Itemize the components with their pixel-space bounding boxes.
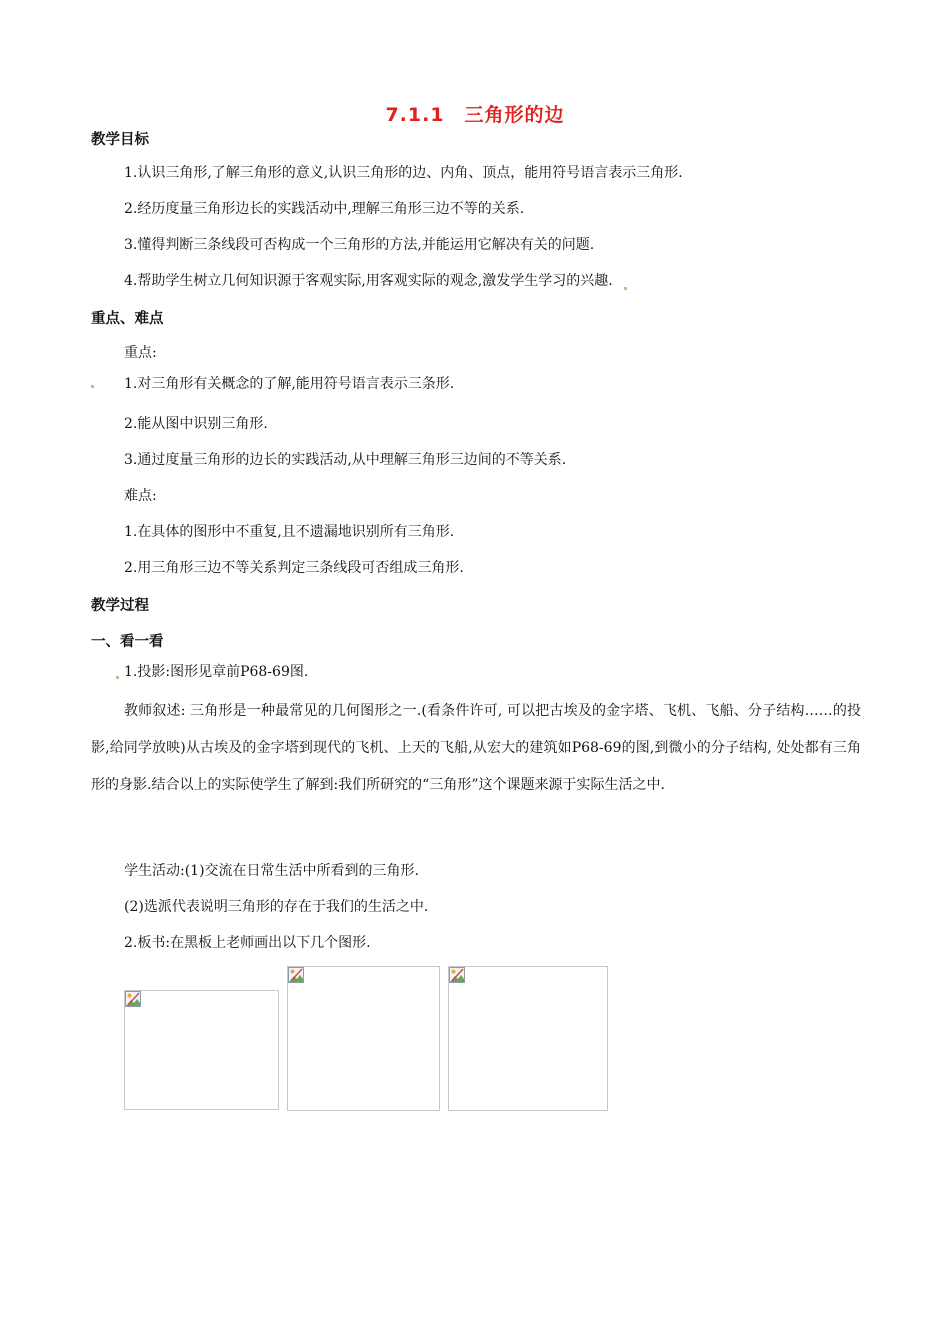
figure-image-1 <box>124 990 279 1110</box>
student-activity-1: 学生活动:(1)交流在日常生活中所看到的三角形. <box>124 863 419 879</box>
nandian-item: 1.在具体的图形中不重复,且不遗漏地识别所有三角形. <box>124 524 455 540</box>
process-line2: 2.板书:在黑板上老师画出以下几个图形. <box>124 935 371 951</box>
student-activity-2: (2)选派代表说明三角形的存在于我们的生活之中. <box>124 899 429 915</box>
page-title: 7.1.1 三角形的边 <box>385 104 565 126</box>
figure-image-3 <box>448 966 608 1111</box>
zhongdian-label: 重点: <box>124 345 157 361</box>
artifact-dot <box>91 385 94 388</box>
process-line1: 1.投影:图形见章前P68-69图. <box>124 664 309 680</box>
objective-item: 2.经历度量三角形边长的实践活动中,理解三角形三边不等的关系. <box>124 201 525 217</box>
objective-item: 4.帮助学生树立几何知识源于客观实际,用客观实际的观念,激发学生学习的兴趣. <box>124 273 613 289</box>
section1-heading: 一、看一看 <box>91 634 164 650</box>
zhongdian-item: 1.对三角形有关概念的了解,能用符号语言表示三条形. <box>124 376 455 392</box>
artifact-dot <box>116 676 119 679</box>
objective-item: 3.懂得判断三条线段可否构成一个三角形的方法,并能运用它解决有关的问题. <box>124 237 595 253</box>
zhongdian-item: 3.通过度量三角形的边长的实践活动,从中理解三角形三边间的不等关系. <box>124 452 567 468</box>
teacher-narration: 教师叙述: 三角形是一种最常见的几何图形之一.(看条件许可, 可以把古埃及的金字塔、飞机、飞船、分子结构……的投影,给同学放映)从古埃及的金字塔到现代的飞机、上天的飞船,从宏大的建筑如P68-69的图,到微小的分子结构, 处处都有三角形的身影.结合以上的实际使学生了解到:我们所研究的“三角形”这个课题来源于实际生活之中. <box>91 703 861 793</box>
broken-image-icon <box>449 967 465 983</box>
nandian-label: 难点: <box>124 488 157 504</box>
objective-item: 1.认识三角形,了解三角形的意义,认识三角形的边、内角、顶点，能用符号语言表示三角形. <box>124 165 683 181</box>
nandian-item: 2.用三角形三边不等关系判定三条线段可否组成三角形. <box>124 560 464 576</box>
broken-image-icon <box>125 991 141 1007</box>
broken-image-icon <box>288 967 304 983</box>
objectives-heading: 教学目标 <box>91 132 149 148</box>
artifact-dot <box>624 287 627 290</box>
key-points-heading: 重点、难点 <box>91 311 164 327</box>
process-heading: 教学过程 <box>91 598 149 614</box>
figure-image-2 <box>287 966 440 1111</box>
zhongdian-item: 2.能从图中识别三角形. <box>124 416 268 432</box>
